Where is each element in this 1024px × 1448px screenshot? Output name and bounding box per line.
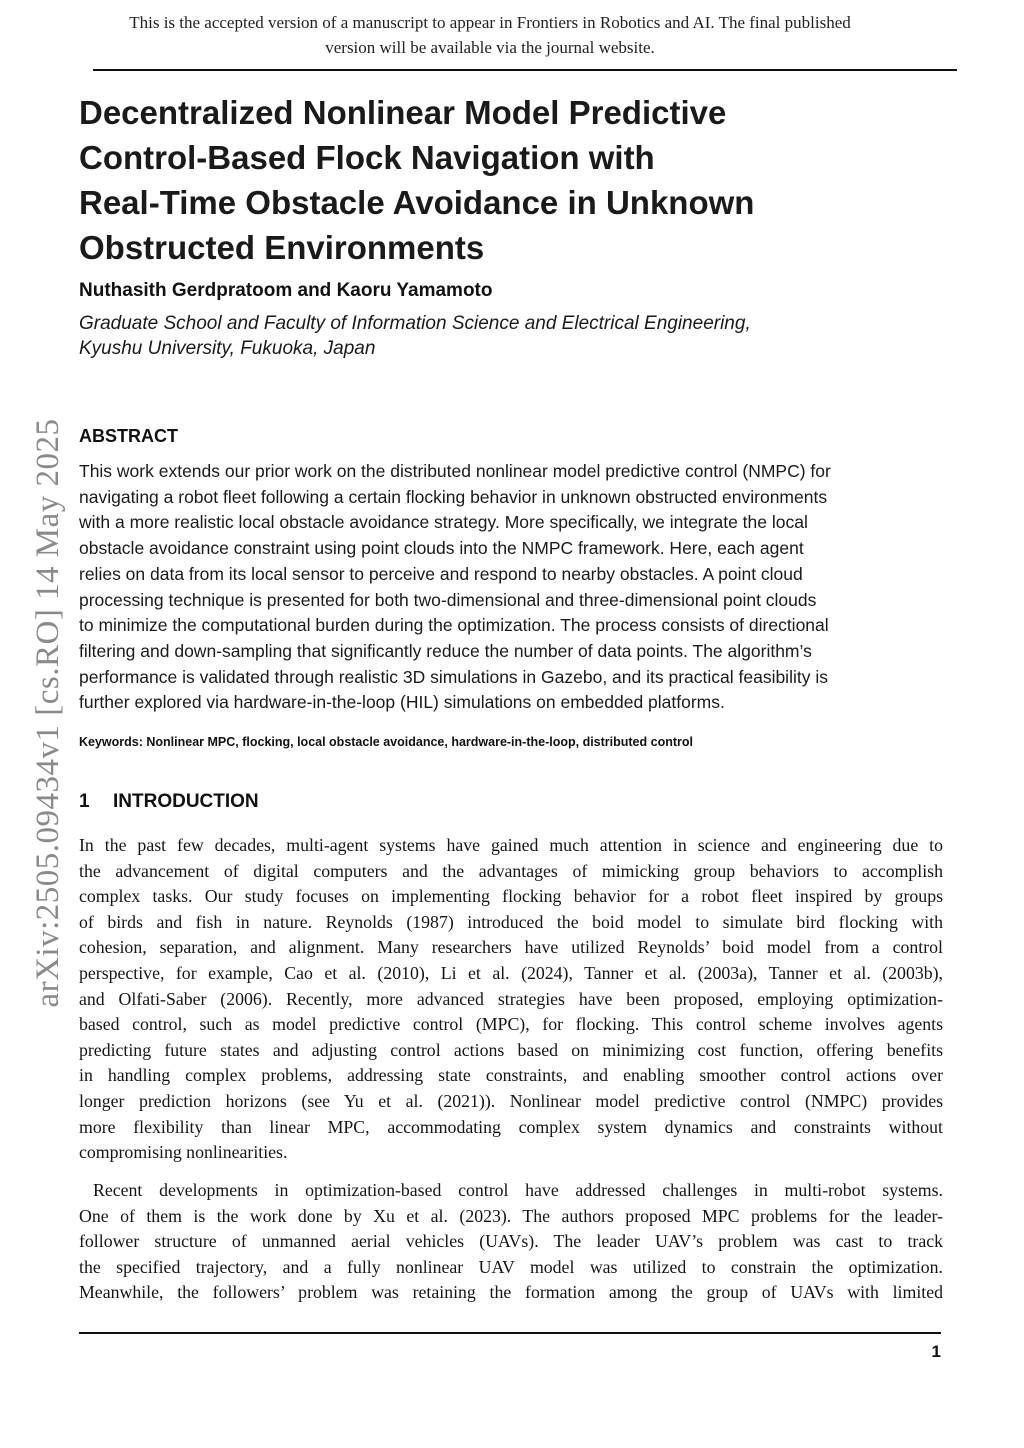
paragraph-line: complex tasks. Our study focuses on implementing flocking behavior for a robot fleet inspired by groups xyxy=(79,886,943,907)
abstract-line: relies on data from its local sensor to perceive and respond to nearby obstacles. A point cloud xyxy=(79,563,803,584)
paragraph-line: the specified trajectory, and a fully nonlinear UAV model was utilized to constrain the optimization. xyxy=(79,1256,943,1277)
abstract-line: filtering and down-sampling that significantly reduce the number of data points. The algorithm’s xyxy=(79,640,812,661)
abstract-line: to minimize the computational burden during the optimization. The process consists of directional xyxy=(79,615,829,636)
abstract-line: performance is validated through realistic 3D simulations in Gazebo, and its practical feasibility is xyxy=(79,666,828,687)
abstract-heading: ABSTRACT xyxy=(79,426,178,446)
page-number: 1 xyxy=(931,1342,941,1361)
affiliation-line: Graduate School and Faculty of Information Science and Electrical Engineering, xyxy=(79,313,751,334)
paragraph-line: cohesion, separation, and alignment. Many researchers have utilized Reynolds’ boid model from a control xyxy=(79,937,943,958)
author-list: Nuthasith Gerdpratoom and Kaoru Yamamoto xyxy=(79,280,493,301)
paper-title xyxy=(79,90,879,270)
abstract-body xyxy=(79,459,945,716)
footer-rule xyxy=(79,1332,941,1334)
paragraph-line: follower structure of unmanned aerial vehicles (UAVs). The leader UAV’s problem was cast to track xyxy=(79,1231,943,1252)
paragraph-line: the advancement of digital computers and the advantages of mimicking group behaviors to accomplish xyxy=(79,860,943,881)
abstract-line: obstacle avoidance constraint using point clouds into the NMPC framework. Here, each agent xyxy=(79,538,804,559)
title-line: Control-Based Flock Navigation with xyxy=(79,139,655,176)
paragraph-line: In the past few decades, multi-agent systems have gained much attention in science and engineering due to xyxy=(79,835,943,855)
title-line: Real-Time Obstacle Avoidance in Unknown xyxy=(79,184,755,221)
paragraph-line: of birds and fish in nature. Reynolds (1987) introduced the boid model to simulate bird flocking with xyxy=(79,911,943,932)
section-heading-introduction xyxy=(79,789,259,815)
abstract-line: This work extends our prior work on the distributed nonlinear model predictive control (NMPC) for xyxy=(79,461,831,481)
paragraph-line: based control, such as model predictive control (MPC), for flocking. This control scheme involves agents xyxy=(79,1014,943,1035)
paragraph-line: more flexibility than linear MPC, accommodating complex system dynamics and constraints without xyxy=(79,1116,943,1137)
title-line: Decentralized Nonlinear Model Predictive xyxy=(79,94,727,131)
publication-notice-line: version will be available via the journal website. xyxy=(325,38,655,57)
paragraph-line: longer prediction horizons (see Yu et al. (2021)). Nonlinear model predictive control (NMPC) provides xyxy=(79,1090,943,1111)
title-line: Obstructed Environments xyxy=(79,229,485,266)
publication-notice xyxy=(60,10,920,60)
paragraph-line: compromising nonlinearities. xyxy=(79,1142,288,1163)
section-title: INTRODUCTION xyxy=(113,791,259,812)
paragraph-line: One of them is the work done by Xu et al. (2023). The authors proposed MPC problems for the leader- xyxy=(79,1205,943,1226)
author-affiliation xyxy=(79,311,939,361)
publication-notice-line: This is the accepted version of a manuscript to appear in Frontiers in Robotics and AI. The final published xyxy=(129,13,851,32)
section-number: 1 xyxy=(79,791,90,812)
paragraph-line: Meanwhile, the followers’ problem was retaining the formation among the group of UAVs with limited xyxy=(79,1282,943,1303)
introduction-paragraph-2 xyxy=(79,1178,943,1306)
paragraph-line: and Olfati-Saber (2006). Recently, more advanced strategies have been proposed, employing optimization- xyxy=(79,988,943,1009)
arxiv-identifier-stamp: arXiv:2505.09434v1 [cs.RO] 14 May 2025 xyxy=(30,418,66,1008)
abstract-line: processing technique is presented for both two-dimensional and three-dimensional point clouds xyxy=(79,589,817,610)
paragraph-line: predicting future states and adjusting control actions based on minimizing cost function, offering benefits xyxy=(79,1039,943,1060)
abstract-line: further explored via hardware-in-the-loop (HIL) simulations on embedded platforms. xyxy=(79,692,725,713)
keywords: Keywords: Nonlinear MPC, flocking, local obstacle avoidance, hardware-in-the-loop, distributed control xyxy=(79,735,693,749)
paragraph-line: perspective, for example, Cao et al. (2010), Li et al. (2024), Tanner et al. (2003a), Tanner et al. (2003b), xyxy=(79,962,943,983)
abstract-line: with a more realistic local obstacle avoidance strategy. More specifically, we integrate the local xyxy=(79,512,808,533)
header-rule xyxy=(93,69,957,71)
paragraph-line: in handling complex problems, addressing state constraints, and enabling smoother control actions over xyxy=(79,1065,943,1086)
paragraph-line: Recent developments in optimization-based control have addressed challenges in multi-robot systems. xyxy=(93,1180,943,1200)
introduction-paragraph-1 xyxy=(79,833,943,1166)
abstract-line: navigating a robot fleet following a certain flocking behavior in unknown obstructed environments xyxy=(79,486,828,507)
affiliation-line: Kyushu University, Fukuoka, Japan xyxy=(79,338,376,359)
